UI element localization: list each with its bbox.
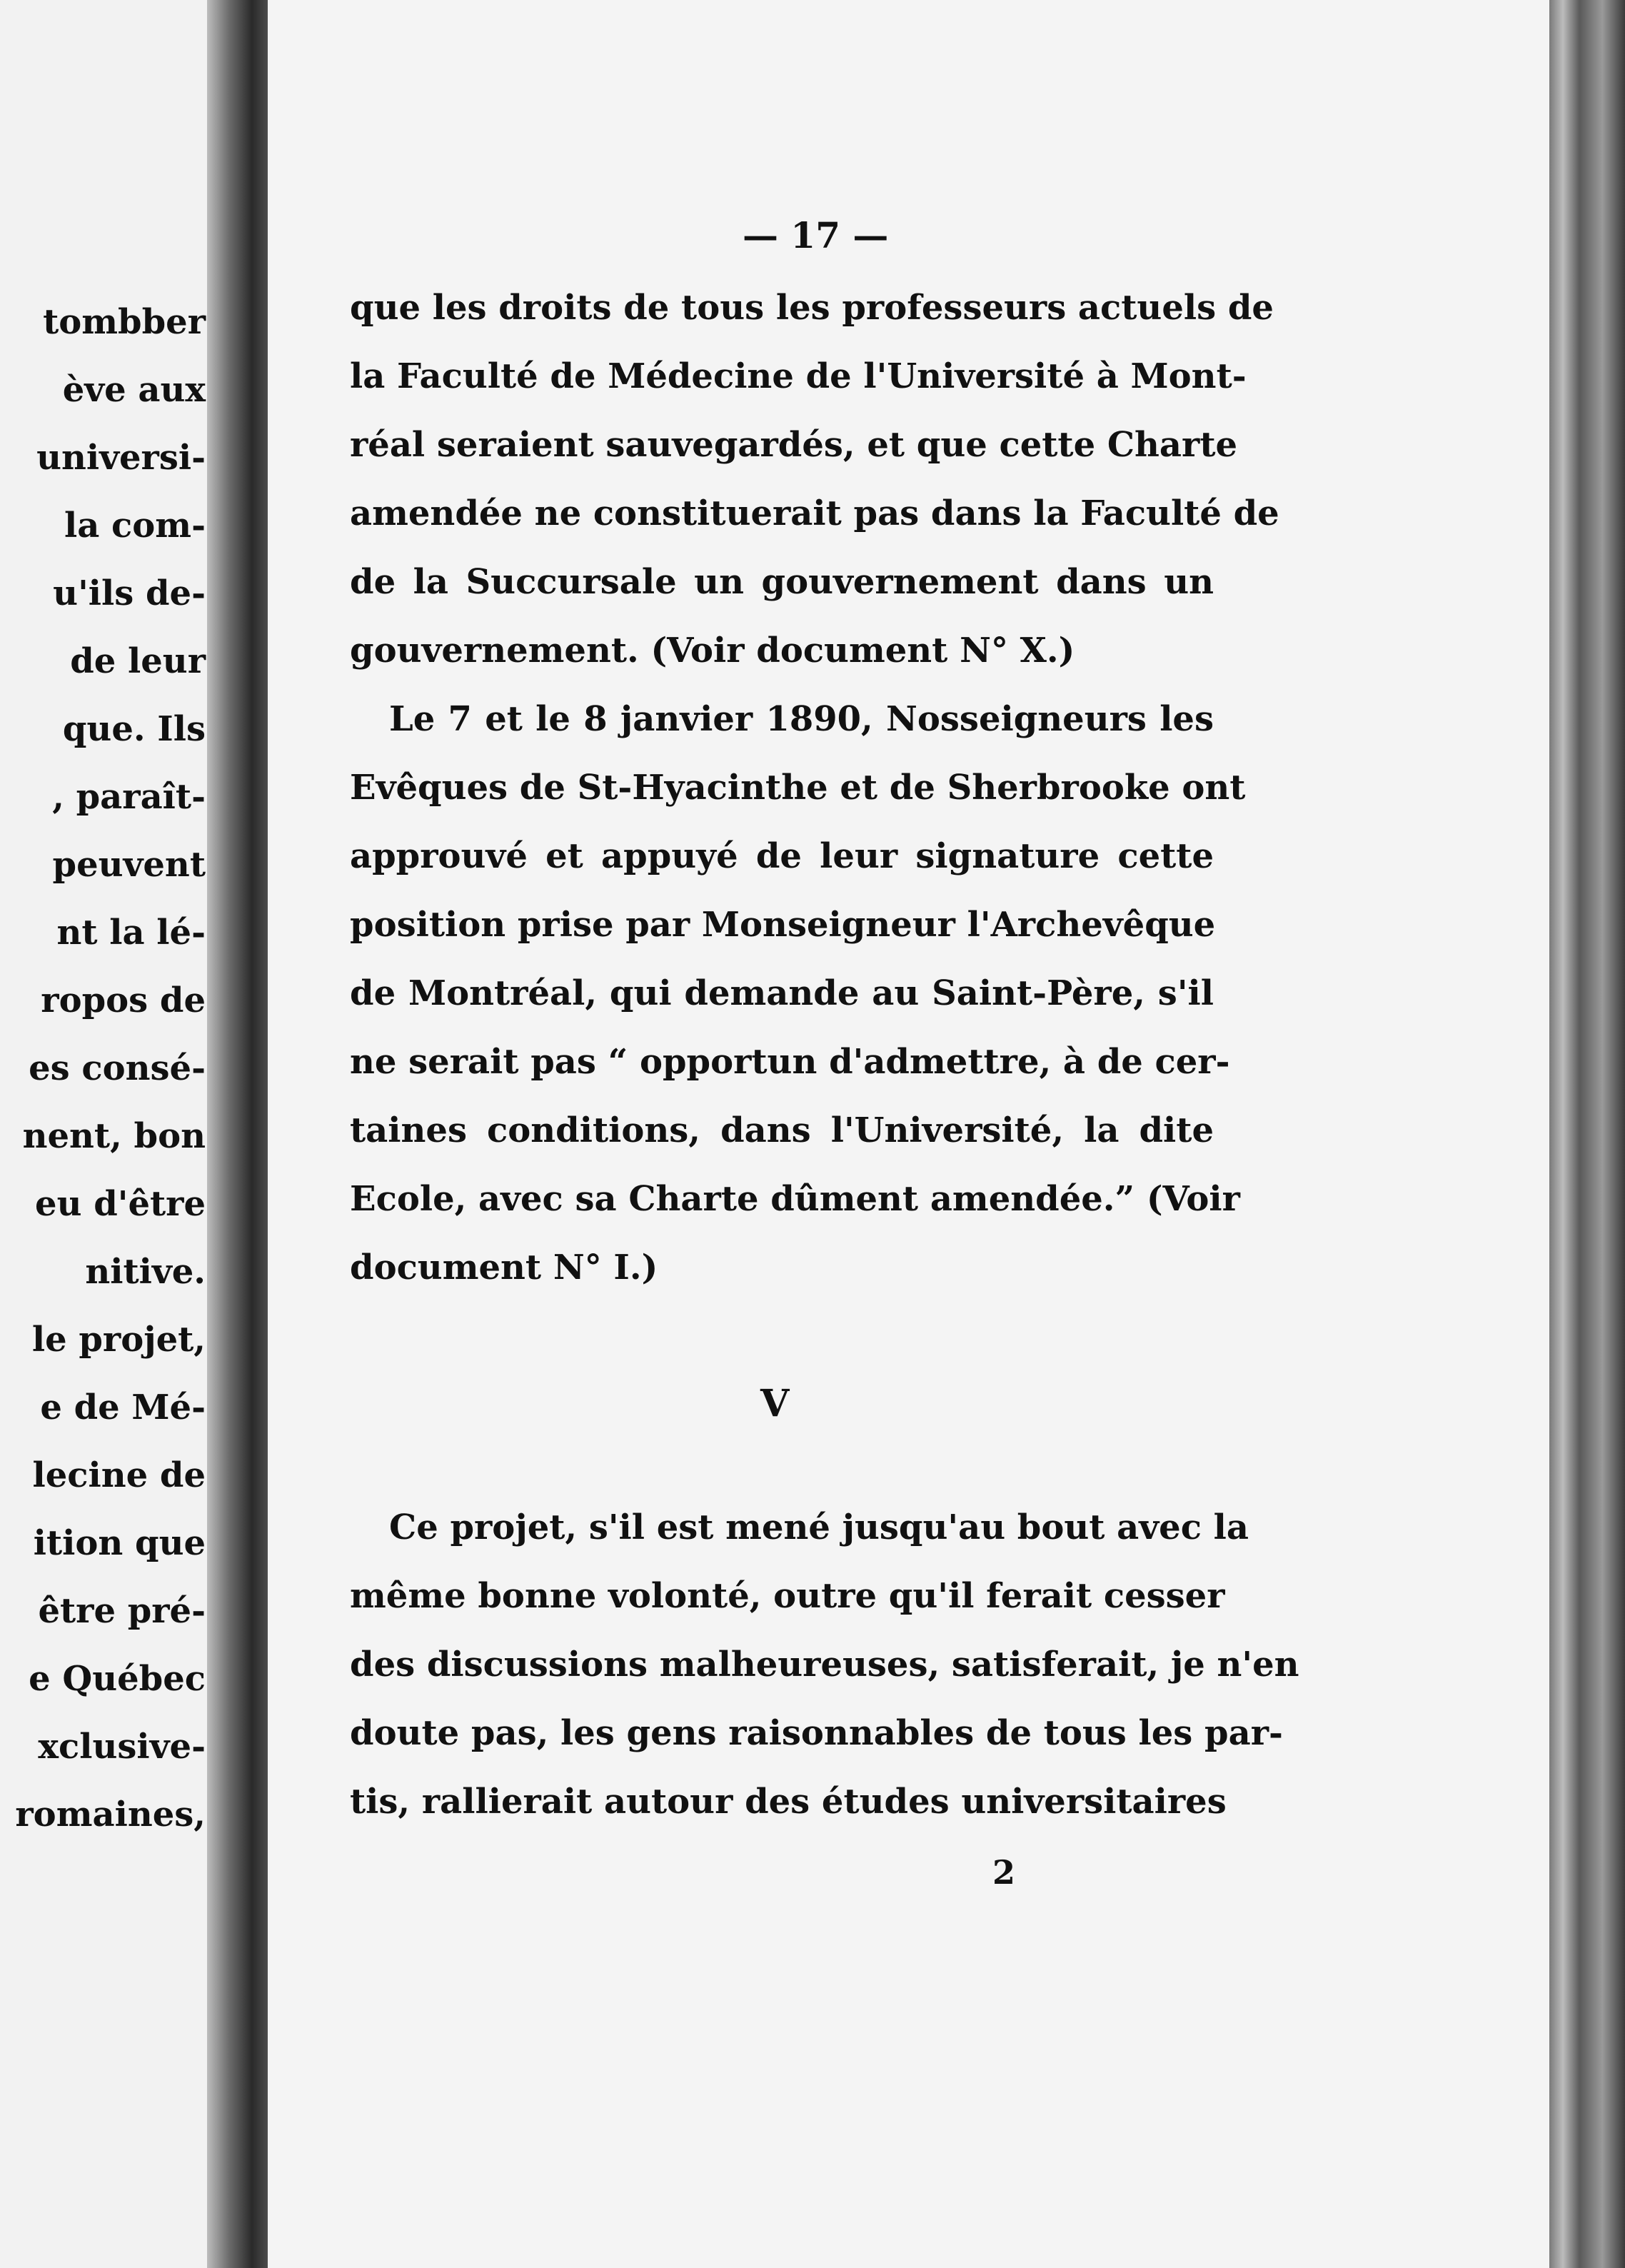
facing-page-line: , paraît- [52, 777, 206, 817]
text-line: Evêques de St-Hyacinthe et de Sherbrooke ont [350, 768, 1246, 808]
text-line: taines conditions, dans l'Université, la dite [350, 1110, 1214, 1150]
facing-page-line: e Québec [29, 1659, 206, 1699]
facing-page-line: tombber [43, 302, 206, 342]
text-line: la Faculté de Médecine de l'Université à Mont- [350, 356, 1247, 396]
facing-page-line: romaines, [15, 1795, 206, 1835]
text-line: doute pas, les gens raisonnables de tous les par- [350, 1713, 1283, 1753]
page-number-header: — 17 — [743, 214, 889, 256]
facing-page-line: ition que [33, 1523, 206, 1563]
signature-mark: 2 [992, 1853, 1016, 1892]
text-line: Le 7 et le 8 janvier 1890, Nosseigneurs les [389, 699, 1214, 739]
text-line: document N° I.) [350, 1248, 658, 1288]
text-line: approuvé et appuyé de leur signature cette [350, 836, 1214, 876]
facing-page-line: de leur [70, 641, 206, 681]
facing-page-line: le projet, [31, 1320, 206, 1360]
text-line: de la Succursale un gouvernement dans un [350, 562, 1214, 602]
facing-page-line: la com- [64, 506, 206, 546]
text-line: tis, rallierait autour des études universitaires [350, 1782, 1227, 1822]
book-gutter [207, 0, 271, 2268]
facing-page-line: u'ils de- [53, 573, 206, 613]
text-line: position prise par Monseigneur l'Archevêque [350, 905, 1216, 945]
text-line: amendée ne constituerait pas dans la Faculté de [350, 493, 1279, 533]
facing-page-line: ève aux [62, 370, 206, 410]
text-line: Ce projet, s'il est mené jusqu'au bout avec la [389, 1507, 1249, 1547]
text-line: ne serait pas “ opportun d'admettre, à de cer- [350, 1042, 1230, 1082]
facing-page-line: nent, bon [22, 1116, 206, 1156]
facing-page-line: être pré- [38, 1591, 206, 1631]
text-line: même bonne volonté, outre qu'il ferait cesser [350, 1576, 1225, 1616]
facing-page-line: es consé- [29, 1048, 206, 1088]
text-line: réal seraient sauvegardés, et que cette Charte [350, 425, 1238, 465]
text-line: Ecole, avec sa Charte dûment amendée.” (Voir [350, 1179, 1240, 1219]
facing-page-line: nitive. [85, 1252, 206, 1292]
page-edge [1549, 0, 1625, 2268]
facing-page-line: eu d'être [35, 1184, 206, 1224]
facing-page-line: ropos de [41, 980, 206, 1020]
facing-page-line: universi- [36, 438, 206, 478]
facing-page-line: xclusive- [38, 1727, 206, 1767]
text-line: que les droits de tous les professeurs actuels de [350, 288, 1274, 328]
section-heading: V [760, 1382, 790, 1425]
facing-page-line: lecine de [32, 1455, 206, 1495]
text-line: des discussions malheureuses, satisferait, je n'en [350, 1645, 1299, 1685]
facing-page-line: nt la lé- [56, 913, 206, 953]
text-line: de Montréal, qui demande au Saint-Père, s'il [350, 973, 1214, 1013]
facing-page-fragment [0, 0, 214, 2268]
facing-page-line: peuvent [52, 845, 206, 885]
facing-page-line: que. Ils [62, 709, 206, 749]
text-line: gouvernement. (Voir document N° X.) [350, 631, 1075, 671]
facing-page-line: e de Mé- [40, 1388, 206, 1427]
